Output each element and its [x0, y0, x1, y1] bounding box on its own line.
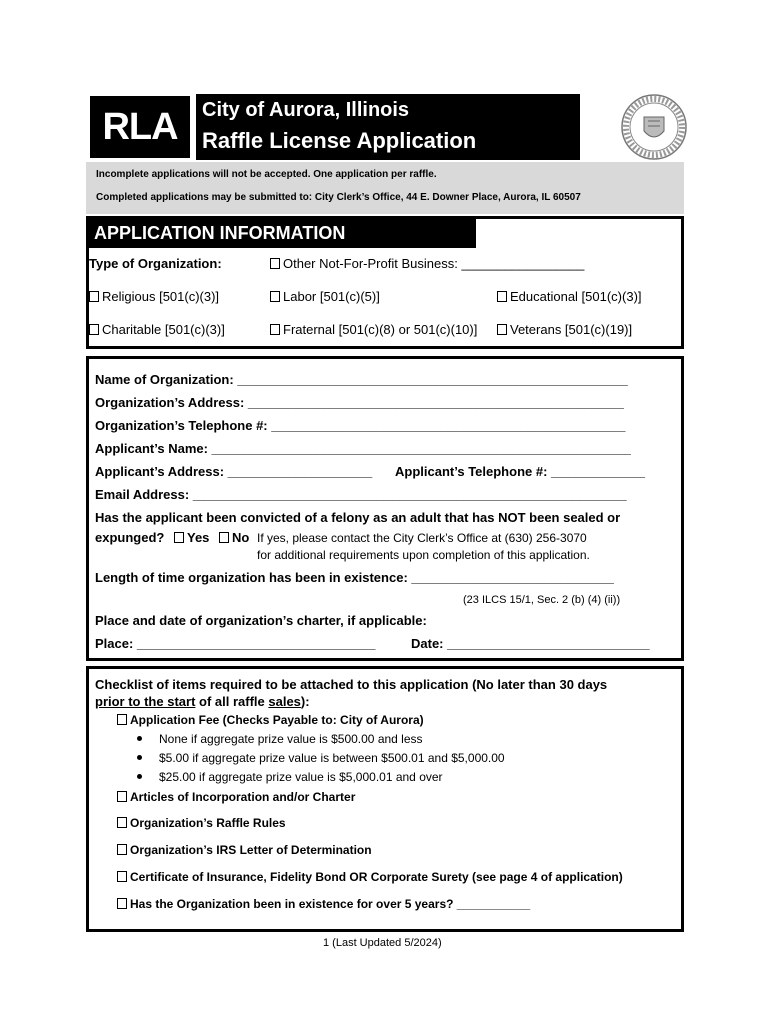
checkbox-icon[interactable] — [497, 324, 507, 335]
irs-item[interactable]: Organization’s IRS Letter of Determination — [117, 843, 372, 857]
checkbox-icon[interactable] — [117, 791, 127, 802]
no-option[interactable]: No — [219, 530, 249, 545]
option-educational[interactable]: Educational [501(c)(3)] — [497, 289, 642, 304]
checkbox-icon[interactable] — [270, 258, 280, 269]
articles-item[interactable]: Articles of Incorporation and/or Charter — [117, 790, 355, 804]
city-name: City of Aurora, Illinois — [202, 99, 410, 121]
page-title: Raffle License Application — [202, 128, 477, 153]
charter-label: Place and date of organization’s charter, if applicable: — [95, 613, 427, 628]
applicant-address-field[interactable]: Applicant’s Address: ____________________ — [95, 464, 373, 479]
checkbox-icon[interactable] — [117, 898, 127, 909]
bullet-icon — [137, 774, 142, 779]
applicant-name-field[interactable]: Applicant’s Name: __________________________________________________________ — [95, 441, 631, 456]
notice-line-2: Completed applications may be submitted to: City Clerk’s Office, 44 E. Downer Place, Aurora, IL 60507 — [96, 192, 581, 203]
felony-note-2: for additional requirements upon completion of this application. — [257, 548, 590, 562]
checkbox-icon[interactable] — [497, 291, 507, 302]
option-other[interactable]: Other Not-For-Profit Business: _________________ — [270, 256, 584, 271]
title-block — [196, 94, 580, 160]
expunged-label: expunged? — [95, 530, 165, 545]
fee-item[interactable]: Application Fee (Checks Payable to: City of Aurora) — [117, 713, 424, 727]
checklist-intro: Checklist of items required to be attached to this application (No later than 30 days — [95, 677, 608, 692]
option-fraternal[interactable]: Fraternal [501(c)(8) or 501(c)(10)] — [270, 322, 477, 337]
length-field[interactable]: Length of time organization has been in existence: ____________________________ — [95, 570, 614, 585]
citation: (23 ILCS 15/1, Sec. 2 (b) (4) (ii)) — [463, 594, 621, 606]
five-years-item[interactable]: Has the Organization been in existence for over 5 years? ___________ — [117, 897, 530, 911]
rules-item[interactable]: Organization’s Raffle Rules — [117, 816, 286, 830]
felony-note-1: If yes, please contact the City Clerk’s Office at (630) 256-3070 — [257, 531, 587, 545]
rla-badge: RLA — [90, 96, 190, 158]
fee-bullet: $5.00 if aggregate prize value is between $500.01 and $5,000.00 — [137, 751, 505, 765]
city-seal-icon — [620, 93, 688, 161]
notice-bar — [86, 162, 684, 214]
place-field[interactable]: Place: _________________________________ — [95, 636, 376, 651]
bullet-icon — [137, 736, 142, 741]
page-footer: 1 (Last Updated 5/2024) — [323, 937, 442, 949]
checkbox-icon[interactable] — [270, 324, 280, 335]
email-field[interactable]: Email Address: ____________________________________________________________ — [95, 487, 627, 502]
bullet-icon — [137, 755, 142, 760]
date-field[interactable]: Date: ____________________________ — [411, 636, 650, 651]
org-address-field[interactable]: Organization’s Address: ____________________________________________________ — [95, 395, 624, 410]
fee-bullet: None if aggregate prize value is $500.00 and less — [137, 732, 423, 746]
section-heading: APPLICATION INFORMATION — [88, 218, 476, 248]
checkbox-icon[interactable] — [89, 324, 99, 335]
checkbox-icon[interactable] — [117, 844, 127, 855]
checkbox-icon[interactable] — [174, 532, 184, 543]
felony-question: Has the applicant been convicted of a felony as an adult that has NOT been sealed or — [95, 510, 621, 525]
option-veterans[interactable]: Veterans [501(c)(19)] — [497, 322, 632, 337]
checklist-intro-2: prior to the start of all raffle sales): — [95, 694, 310, 709]
checkbox-icon[interactable] — [117, 714, 127, 725]
type-label: Type of Organization: — [89, 256, 222, 271]
fee-bullet: $25.00 if aggregate prize value is $5,000.01 and over — [137, 770, 443, 784]
option-religious[interactable]: Religious [501(c)(3)] — [89, 289, 219, 304]
org-phone-field[interactable]: Organization’s Telephone #: _________________________________________________ — [95, 418, 626, 433]
checkbox-icon[interactable] — [117, 817, 127, 828]
notice-line-1: Incomplete applications will not be accepted. One application per raffle. — [96, 169, 437, 180]
checkbox-icon[interactable] — [270, 291, 280, 302]
option-labor[interactable]: Labor [501(c)(5)] — [270, 289, 380, 304]
option-charitable[interactable]: Charitable [501(c)(3)] — [89, 322, 225, 337]
insurance-item[interactable]: Certificate of Insurance, Fidelity Bond OR Corporate Surety (see page 4 of application) — [117, 870, 623, 884]
checkbox-icon[interactable] — [117, 871, 127, 882]
checkbox-icon[interactable] — [219, 532, 229, 543]
applicant-phone-field[interactable]: Applicant’s Telephone #: _____________ — [395, 464, 646, 479]
yes-option[interactable]: Yes — [174, 530, 209, 545]
org-name-field[interactable]: Name of Organization: ______________________________________________________ — [95, 372, 628, 387]
checkbox-icon[interactable] — [89, 291, 99, 302]
